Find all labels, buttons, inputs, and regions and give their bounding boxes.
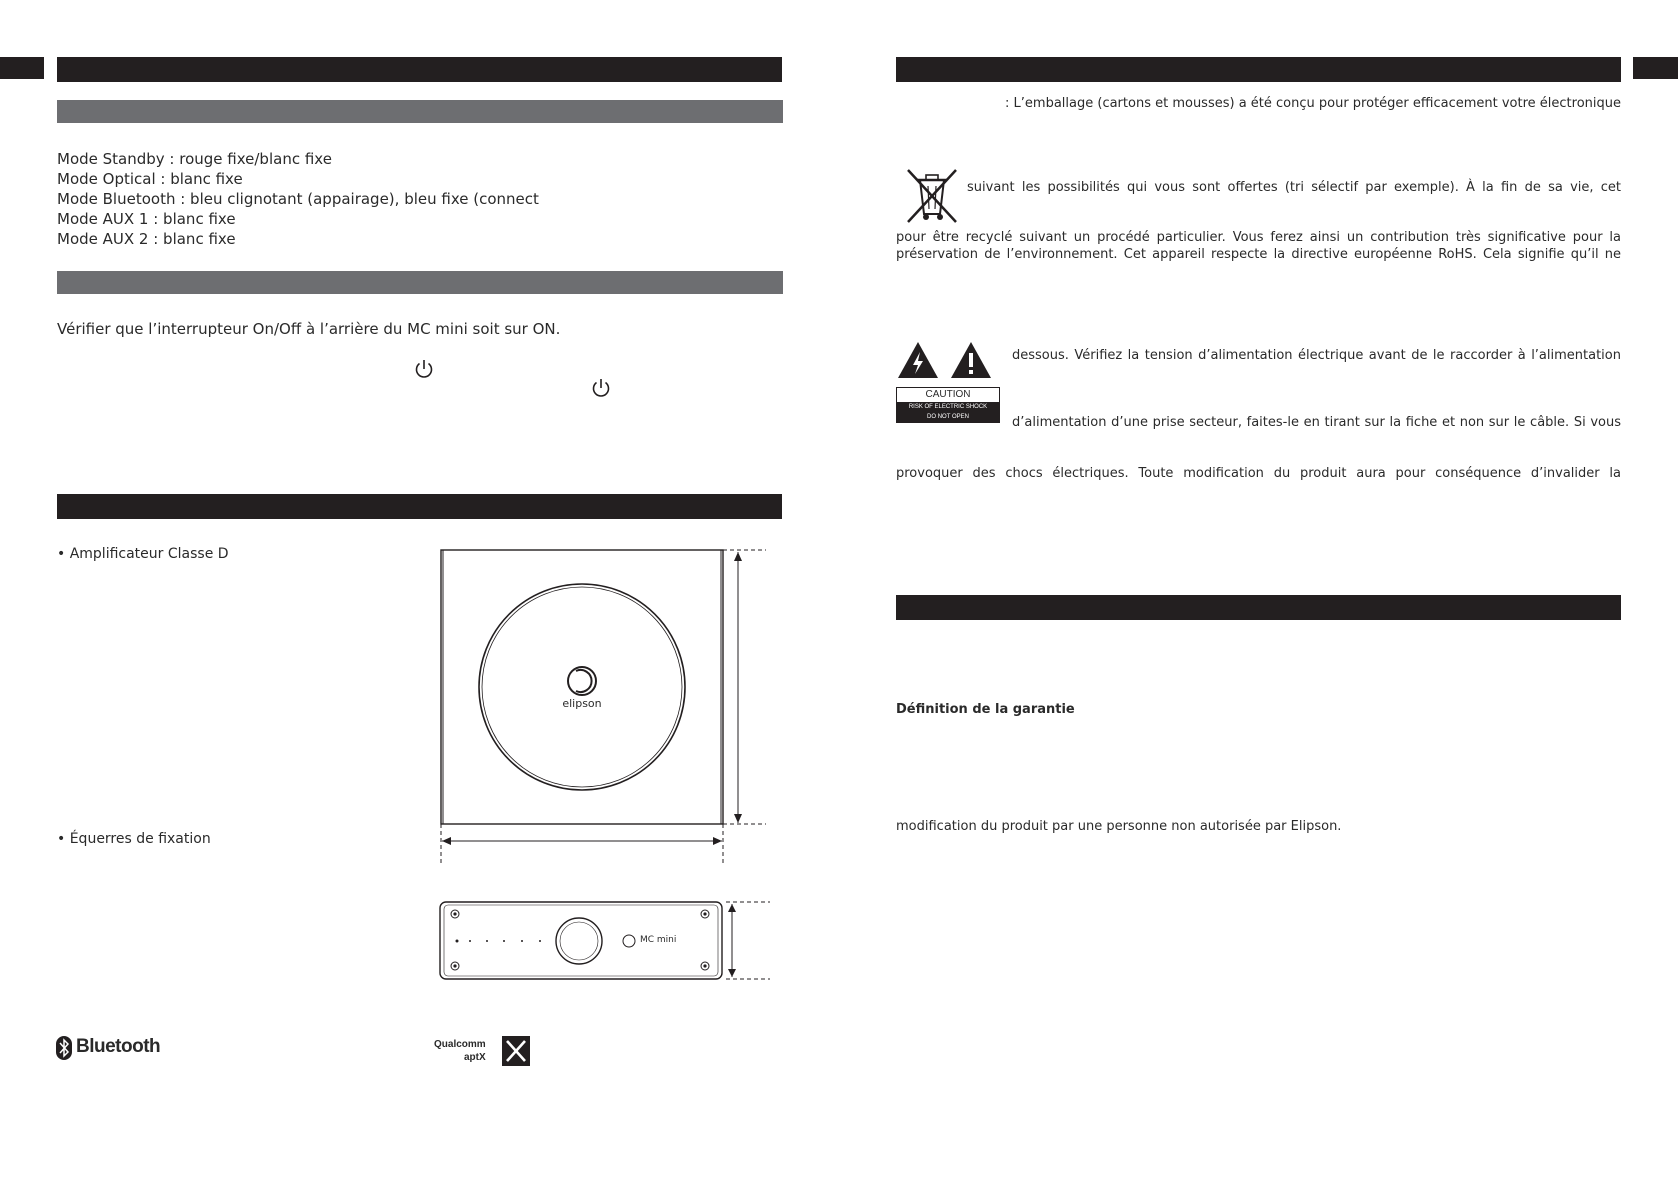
safety-text-1: dessous. Vérifiez la tension d’alimentation électrique avant de le raccorder à l’alimentation	[1012, 348, 1621, 363]
aptx-wordmark: aptX	[464, 1052, 486, 1063]
device-front-label: MC mini	[640, 935, 677, 945]
mode-aux1: Mode AUX 1 : blanc fixe	[57, 210, 236, 228]
caution-line-2: DO NOT OPEN	[927, 414, 969, 420]
caution-label	[896, 387, 1000, 423]
aptx-icon	[502, 1036, 530, 1066]
recycle-text-3: préservation de l’environnement. Cet appareil respecte la directive européenne RoHS. Cela signifie qu’il ne	[896, 247, 1621, 262]
recycle-bin-icon	[898, 166, 966, 228]
left-page-tab	[0, 57, 44, 79]
mode-bluetooth: Mode Bluetooth : bleu clignotant (appairage), bleu fixe (connect	[57, 190, 539, 208]
left-header-bar	[57, 57, 782, 82]
warranty-text: modification du produit par une personne non autorisée par Elipson.	[896, 819, 1342, 834]
recycle-text-2: pour être recyclé suivant un procédé particulier. Vous ferez ainsi un contribution très significative pour la	[896, 230, 1621, 245]
safety-text-2: d’alimentation d’une prise secteur, faites-le en tirant sur la fiche et non sur le câble. Si vous	[1012, 415, 1621, 430]
feature-brackets: • Équerres de fixation	[57, 831, 211, 847]
warranty-definition-title: Définition de la garantie	[896, 702, 1075, 717]
led-mode-list	[57, 149, 539, 249]
led-section-bar	[57, 100, 783, 123]
packaging-text: : L’emballage (cartons et mousses) a été conçu pour protéger efficacement votre électronique	[1005, 96, 1621, 111]
elipson-logo: elipson	[562, 697, 602, 710]
electric-shock-warning-icon	[896, 340, 940, 380]
warranty-header-bar	[896, 595, 1621, 620]
power-icon	[590, 377, 612, 399]
device-front-view-diagram	[436, 896, 770, 986]
caution-line-1: RISK OF ELECTRIC SHOCK	[908, 404, 988, 410]
qualcomm-wordmark: Qualcomm	[434, 1039, 486, 1050]
power-section-bar	[57, 271, 783, 294]
mode-optical: Mode Optical : blanc fixe	[57, 170, 243, 188]
feature-amplifier: • Amplificateur Classe D	[57, 546, 229, 562]
recycle-text-1: suivant les possibilités qui vous sont offertes (tri sélectif par exemple). À la fin de sa vie, cet	[967, 180, 1621, 195]
right-page-tab	[1633, 57, 1678, 79]
exclamation-warning-icon	[949, 340, 993, 380]
mode-standby: Mode Standby : rouge fixe/blanc fixe	[57, 150, 332, 168]
power-switch-instruction: Vérifier que l’interrupteur On/Off à l’arrière du MC mini soit sur ON.	[57, 320, 561, 338]
caution-warning	[897, 402, 999, 422]
bluetooth-icon	[56, 1036, 72, 1060]
caution-title: CAUTION	[925, 389, 971, 400]
mode-aux2: Mode AUX 2 : blanc fixe	[57, 230, 236, 248]
safety-text-3: provoquer des chocs électriques. Toute modification du produit aura pour conséquence d’invalider la	[896, 466, 1621, 481]
specs-header-bar	[57, 494, 782, 519]
right-header-bar	[896, 57, 1621, 82]
power-icon	[413, 358, 435, 380]
bluetooth-wordmark: Bluetooth	[76, 1036, 161, 1057]
